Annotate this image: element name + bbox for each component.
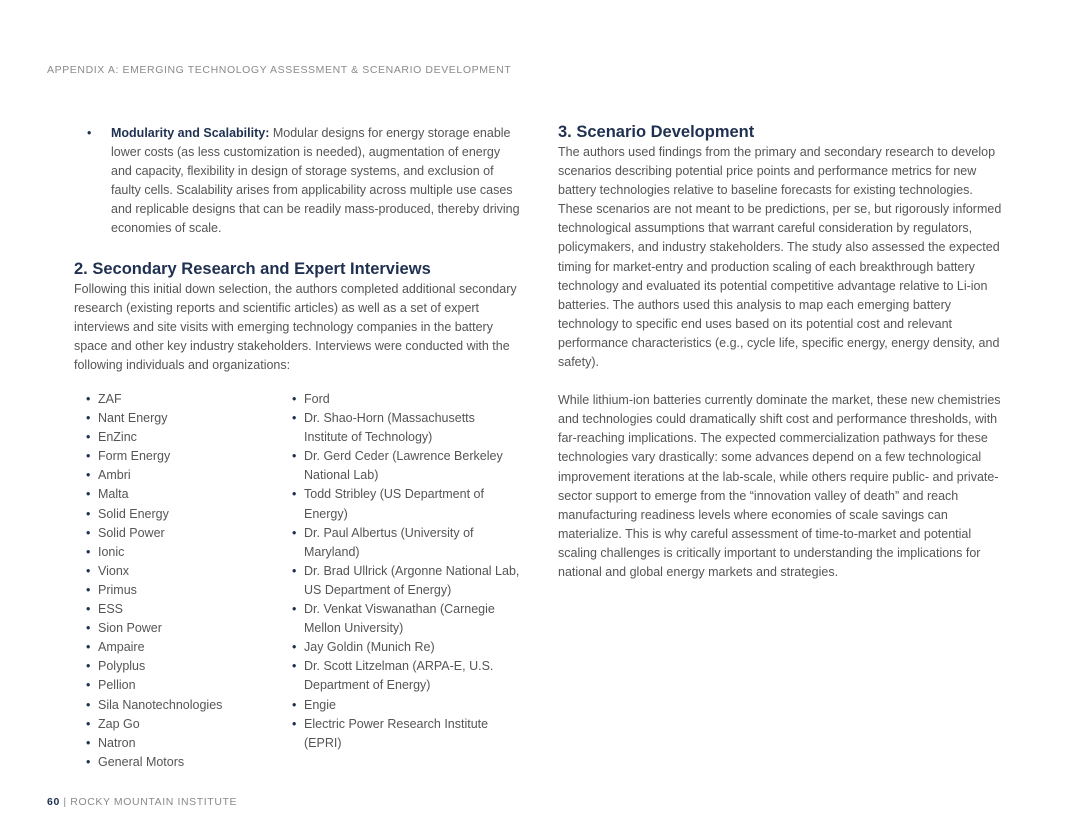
modularity-bullet	[87, 124, 524, 239]
company-list-item: • ZAF	[86, 390, 286, 409]
bullet-icon: •	[87, 126, 92, 140]
page-footer	[47, 796, 237, 808]
company-list-item: • Solid Energy	[86, 505, 286, 524]
company-list-item: • Zap Go	[86, 715, 286, 734]
expert-list-item: • Electric Power Research Institute (EPRI)	[292, 715, 522, 753]
section-3-body-2: While lithium-ion batteries currently dominate the market, these new chemistries and technologies could dramatically shift cost and performance thresholds, with far-reaching implications. The expected commercialization pathways for these technologies vary drastically: some advances depend on a few technological improvement iterations at the lab-scale, while others require public- and private-sector support to emerge from the “innovation valley of death” and reach manufacturing readiness levels where economies of scale savings can materialize. This is why careful assessment of time-to-market and potential scaling challenges is critically important to understanding the implications for national and global energy markets and strategies.	[558, 393, 1001, 579]
company-list-item: • EnZinc	[86, 428, 286, 447]
company-list-item: • Pellion	[86, 676, 286, 695]
company-list-item: • Nant Energy	[86, 409, 286, 428]
expert-list-item: • Todd Stribley (US Department of Energy)	[292, 485, 522, 523]
company-list-item: • Malta	[86, 485, 286, 504]
company-list-item: • Vionx	[86, 562, 286, 581]
company-list-item: • Primus	[86, 581, 286, 600]
expert-list-item: • Dr. Scott Litzelman (ARPA-E, U.S. Department of Energy)	[292, 657, 522, 695]
section-2-title: 2. Secondary Research and Expert Interviews	[74, 259, 431, 278]
running-header: APPENDIX A: EMERGING TECHNOLOGY ASSESSMENT & SCENARIO DEVELOPMENT	[47, 64, 512, 76]
right-column	[558, 122, 1008, 582]
company-list-item: • ESS	[86, 600, 286, 619]
expert-list-item: • Jay Goldin (Munich Re)	[292, 638, 522, 657]
company-list-item: • Sila Nanotechnologies	[86, 696, 286, 715]
section-3-title: 3. Scenario Development	[558, 123, 755, 141]
expert-list-item: • Engie	[292, 696, 522, 715]
company-list-item: • Natron	[86, 734, 286, 753]
company-list-item: • Polyplus	[86, 657, 286, 676]
company-list-item: • Form Energy	[86, 447, 286, 466]
modularity-term: Modularity and Scalability:	[111, 126, 270, 140]
company-list-item: • General Motors	[86, 753, 286, 772]
company-list-item: • Ambri	[86, 466, 286, 485]
expert-list-item: • Dr. Brad Ullrick (Argonne National Lab, US Department of Energy)	[292, 562, 522, 600]
company-list-item: • Sion Power	[86, 619, 286, 638]
section-3-body-1: The authors used findings from the primary and secondary research to develop scenarios describing potential price points and performance metrics for new battery technologies relative to baseline forecasts for existing technologies. These scenarios are not meant to be predictions, per se, but rigorously informed technological assumptions that warrant careful consideration by regulators, policymakers, and industry stakeholders. The study also assessed the expected timing for market-entry and production scaling of each breakthrough battery technology and evaluated its potential competitive advantage relative to Li-ion batteries. The authors used this analysis to map each emerging battery technology to specific end uses based on its potential cost and relevant performance characteristics (e.g., cycle life, specific energy, energy density, and safety).	[558, 145, 1002, 370]
expert-list-item: • Ford	[292, 390, 522, 409]
footer-separator: |	[59, 796, 71, 808]
company-list-item: • Ionic	[86, 543, 286, 562]
company-list-item: • Ampaire	[86, 638, 286, 657]
modularity-text: Modular designs for energy storage enable lower costs (as less customization is needed), augmentation of energy and capacity, flexibility in design of storage systems, and exclusion of faulty cells. Scalability arises from applicability across multiple use cases and replicable designs that can be readily mass-produced, thereby driving economies of scale.	[111, 126, 520, 236]
expert-list-item: • Dr. Shao-Horn (Massachusetts Institute of Technology)	[292, 409, 522, 447]
expert-list-item: • Dr. Gerd Ceder (Lawrence Berkeley National Lab)	[292, 447, 522, 485]
expert-list-item: • Dr. Paul Albertus (University of Maryland)	[292, 524, 522, 562]
footer-org: ROCKY MOUNTAIN INSTITUTE	[70, 796, 238, 808]
section-2-body: Following this initial down selection, the authors completed additional secondary research (existing reports and scientific articles) as well as a set of expert interviews and site visits with emerging technology companies in the battery space and other key industry stakeholders. Interviews were conducted with the following individuals and organizations:	[74, 281, 517, 372]
company-list-item: • Solid Power	[86, 524, 286, 543]
page-number: 60	[47, 796, 60, 808]
left-column	[74, 124, 524, 375]
expert-list-item: • Dr. Venkat Viswanathan (Carnegie Mellon University)	[292, 600, 522, 638]
experts-list	[292, 390, 522, 753]
companies-list	[86, 390, 286, 772]
